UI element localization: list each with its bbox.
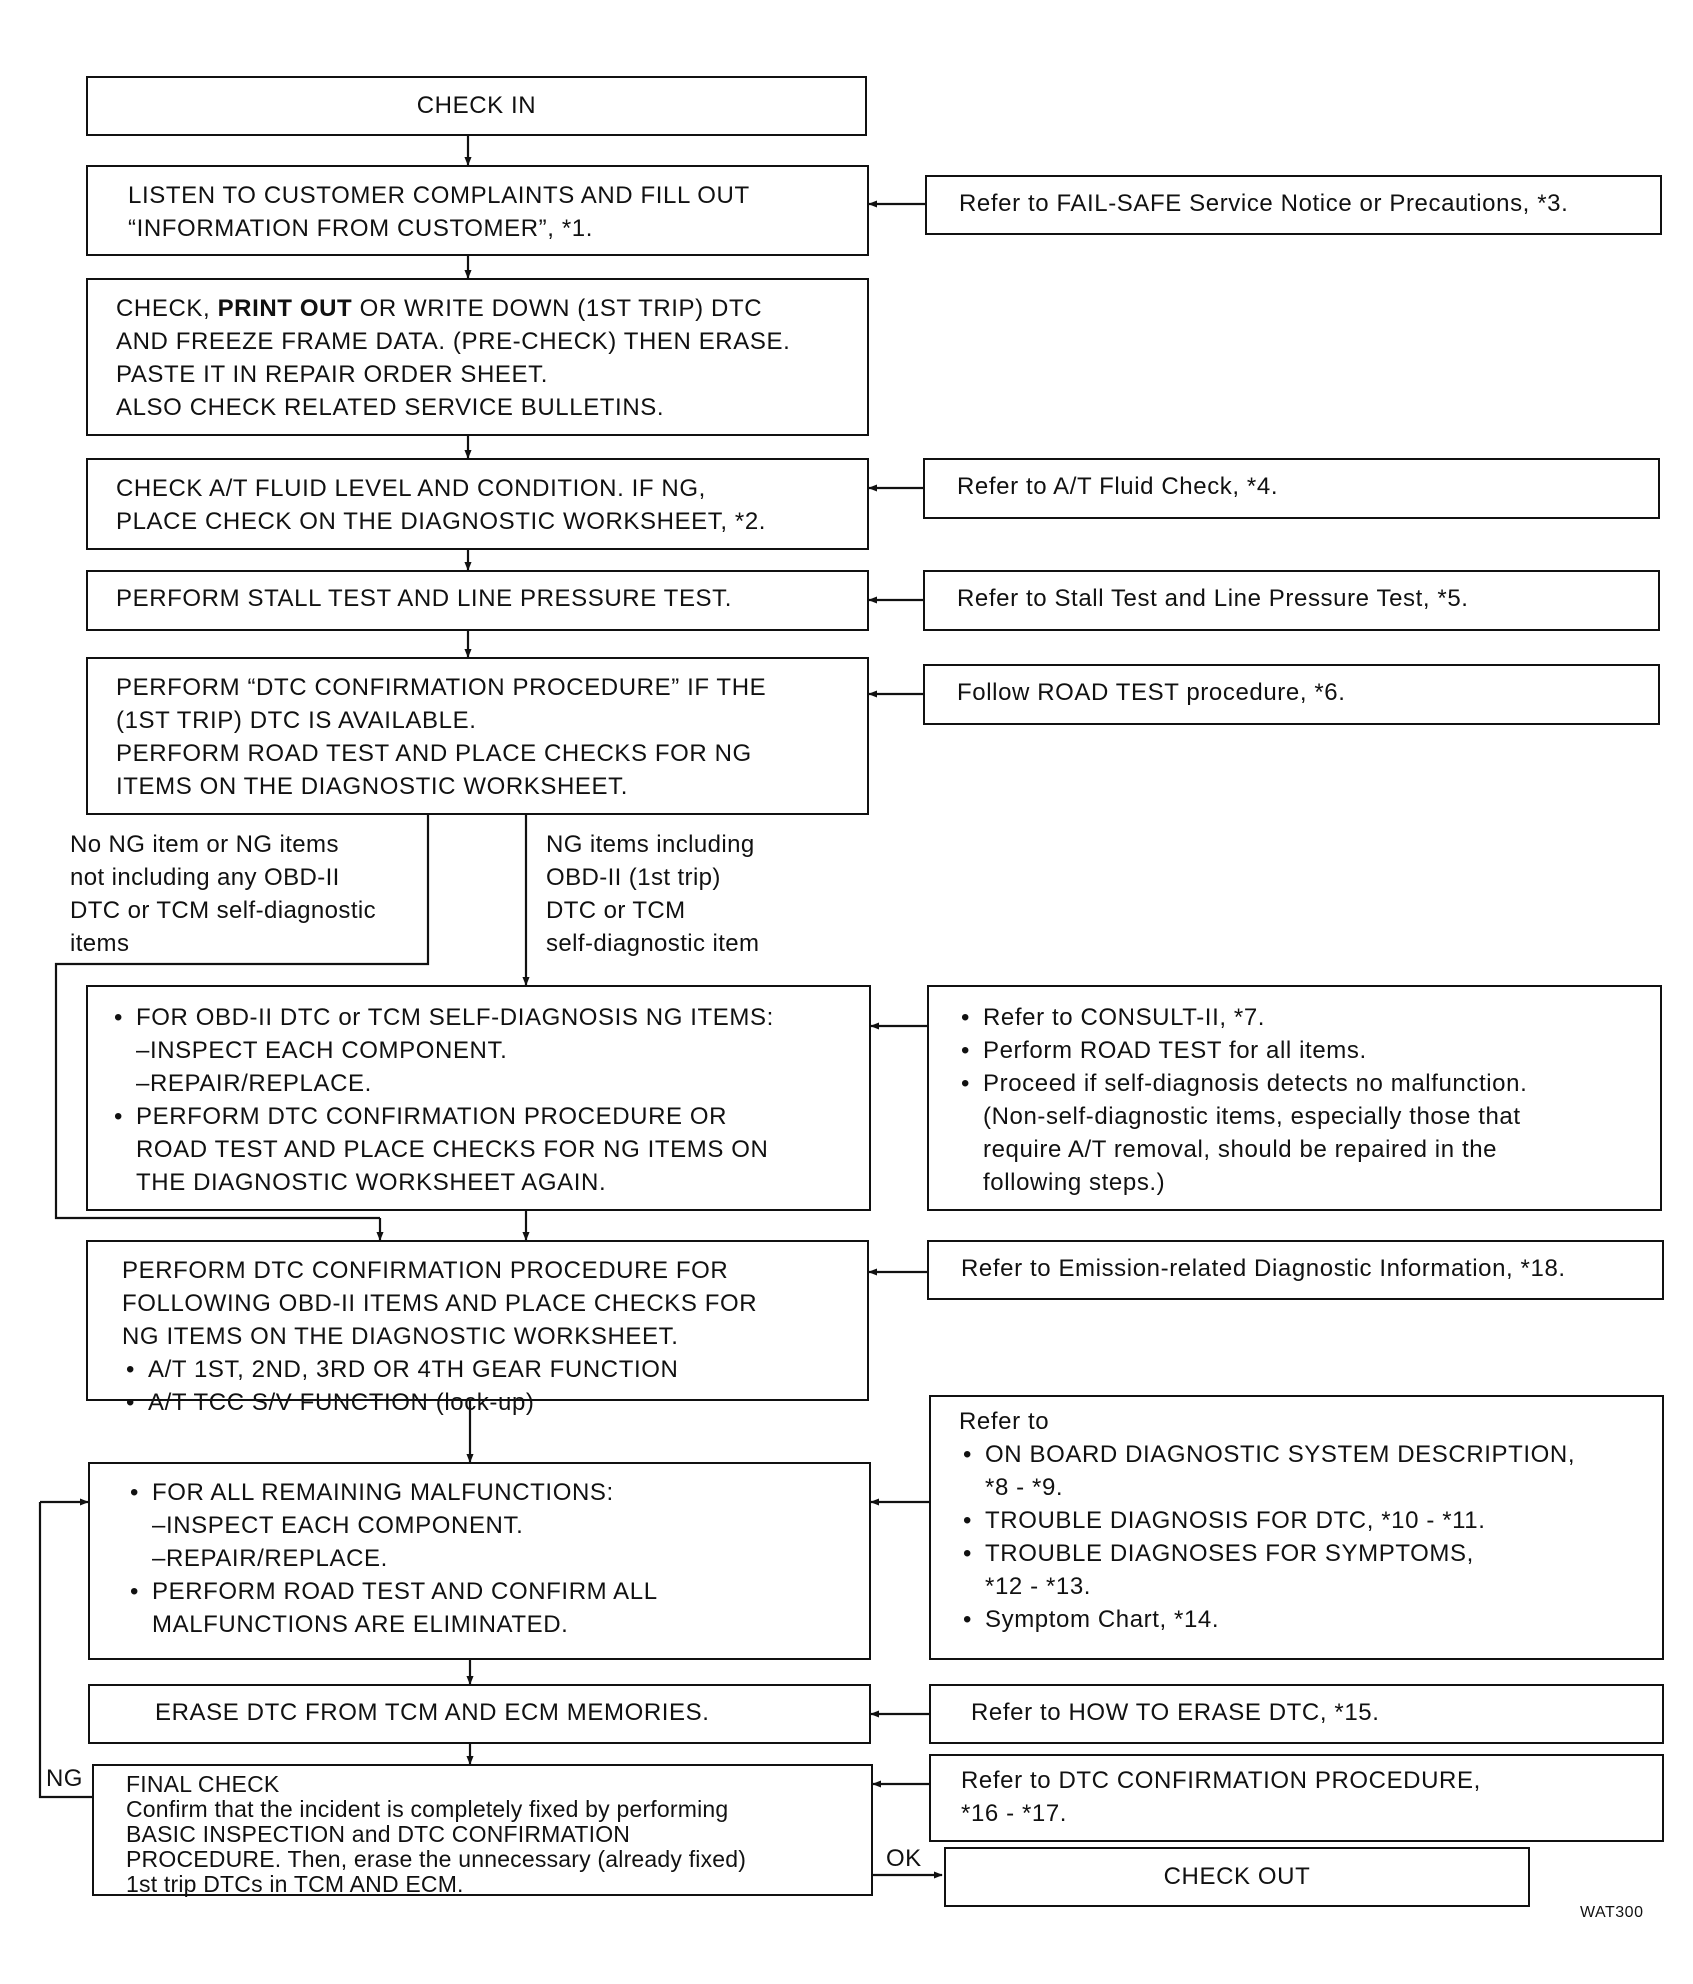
listen-line-2: “INFORMATION FROM CUSTOMER”, *1. [128, 215, 593, 242]
ref-dtc-procedure-box [929, 1754, 1664, 1842]
obd-items-line-2: FOLLOWING OBD-II ITEMS AND PLACE CHECKS FOR [122, 1290, 758, 1317]
check-out-label: CHECK OUT [1163, 1863, 1311, 1890]
remaining-sub-2: –REPAIR/REPLACE. [152, 1545, 388, 1572]
ref-dtc-procedure-line-2: *16 - *17. [961, 1800, 1068, 1827]
final-line-3: BASIC INSPECTION and DTC CONFIRMATION [126, 1821, 631, 1847]
ref-onboard-bullet-2: • TROUBLE DIAGNOSIS FOR DTC, *10 - *11. [959, 1504, 1662, 1537]
ref-road-test-text: Follow ROAD TEST procedure, *6. [957, 679, 1346, 706]
fluid-line-1: CHECK A/T FLUID LEVEL AND CONDITION. IF NG, [116, 475, 706, 502]
dtc-confirm-line-4: ITEMS ON THE DIAGNOSTIC WORKSHEET. [116, 773, 629, 800]
ref-fluid-check-text: Refer to A/T Fluid Check, *4. [957, 473, 1279, 500]
ref-consult-cont-3: following steps.) [983, 1169, 1166, 1196]
ref-onboard-cont-3: *12 - *13. [985, 1573, 1092, 1600]
ng-loop-label: NG [46, 1765, 83, 1792]
branch-ng-label [546, 828, 759, 960]
ref-onboard-bullet-4: • Symptom Chart, *14. [959, 1603, 1662, 1636]
no-ng-line-4: items [70, 930, 130, 957]
no-ng-line-3: DTC or TCM self-diagnostic [70, 897, 377, 924]
print-dtc-line-1a: CHECK, [116, 295, 218, 322]
listen-line-1: LISTEN TO CUSTOMER COMPLAINTS AND FILL OUT [128, 182, 750, 209]
ref-onboard-cont-1: *8 - *9. [985, 1474, 1064, 1501]
dtc-confirm-line-1: PERFORM “DTC CONFIRMATION PROCEDURE” IF THE [116, 674, 767, 701]
check-in-label: CHECK IN [416, 92, 537, 119]
ref-fail-safe-box [925, 175, 1662, 235]
erase-dtc-label: ERASE DTC FROM TCM AND ECM MEMORIES. [155, 1699, 710, 1726]
remaining-bullet-2: • PERFORM ROAD TEST AND CONFIRM ALL [126, 1575, 869, 1608]
ref-erase-dtc-text: Refer to HOW TO ERASE DTC, *15. [971, 1699, 1380, 1726]
ref-emission-text: Refer to Emission-related Diagnostic Information, *18. [961, 1255, 1566, 1282]
dtc-confirm-line-3: PERFORM ROAD TEST AND PLACE CHECKS FOR NG [116, 740, 752, 767]
final-line-2: Confirm that the incident is completely fixed by performing [126, 1796, 729, 1822]
erase-dtc-box [88, 1684, 871, 1744]
print-dtc-box [86, 278, 869, 436]
final-line-5: 1st trip DTCs in TCM AND ECM. [126, 1871, 464, 1897]
obd-items-bullet-1: • A/T 1ST, 2ND, 3RD OR 4TH GEAR FUNCTION [122, 1353, 867, 1386]
fluid-check-box [86, 458, 869, 550]
dtc-confirmation-box [86, 657, 869, 815]
ng-line-1: NG items including [546, 831, 755, 858]
remaining-malfunctions-box [88, 1462, 871, 1660]
obd-items-line-1: PERFORM DTC CONFIRMATION PROCEDURE FOR [122, 1257, 729, 1284]
ref-consult-cont-1: (Non-self-diagnostic items, especially those that [983, 1103, 1521, 1130]
obd-fix-cont-2: THE DIAGNOSTIC WORKSHEET AGAIN. [136, 1169, 607, 1196]
obd-items-line-3: NG ITEMS ON THE DIAGNOSTIC WORKSHEET. [122, 1323, 679, 1350]
remaining-bullet-1: • FOR ALL REMAINING MALFUNCTIONS: [126, 1476, 869, 1509]
ng-line-4: self-diagnostic item [546, 930, 760, 957]
ng-line-2: OBD-II (1st trip) [546, 864, 721, 891]
obd-items-box [86, 1240, 869, 1416]
obd-fix-cont-1: ROAD TEST AND PLACE CHECKS FOR NG ITEMS ON [136, 1136, 769, 1163]
obd-fix-sub-1: –INSPECT EACH COMPONENT. [136, 1037, 508, 1064]
obd-fix-bullet-2: • PERFORM DTC CONFIRMATION PROCEDURE OR [110, 1100, 869, 1133]
ref-stall-test-text: Refer to Stall Test and Line Pressure Test, *5. [957, 585, 1469, 612]
fluid-line-2: PLACE CHECK ON THE DIAGNOSTIC WORKSHEET, *2. [116, 508, 767, 535]
remaining-cont-1: MALFUNCTIONS ARE ELIMINATED. [152, 1611, 569, 1638]
check-in-box [86, 76, 867, 136]
ref-onboard-bullet-3: • TROUBLE DIAGNOSES FOR SYMPTOMS, [959, 1537, 1662, 1570]
stall-test-label: PERFORM STALL TEST AND LINE PRESSURE TEST. [116, 585, 733, 612]
ref-onboard-box [929, 1395, 1664, 1660]
obd-items-bullet-2: • A/T TCC S/V FUNCTION (lock-up) [122, 1386, 867, 1419]
branch-no-ng-label [70, 828, 376, 960]
ref-road-test-box [923, 664, 1660, 725]
figure-code: WAT300 [1580, 1904, 1644, 1921]
print-out-emphasis: PRINT OUT [217, 295, 353, 322]
ng-line-3: DTC or TCM [546, 897, 686, 924]
no-ng-line-1: No NG item or NG items [70, 831, 339, 858]
print-dtc-line-2: AND FREEZE FRAME DATA. (PRE-CHECK) THEN ERASE. [116, 328, 791, 355]
obd-fix-sub-2: –REPAIR/REPLACE. [136, 1070, 372, 1097]
ref-consult-bullet-2: • Perform ROAD TEST for all items. [957, 1034, 1660, 1067]
ref-dtc-procedure-line-1: Refer to DTC CONFIRMATION PROCEDURE, [961, 1767, 1481, 1794]
final-line-1: FINAL CHECK [126, 1771, 280, 1797]
dtc-confirm-line-2: (1ST TRIP) DTC IS AVAILABLE. [116, 707, 477, 734]
ref-fluid-check-box [923, 458, 1660, 519]
check-out-box [944, 1847, 1530, 1907]
ref-consult-bullet-1: • Refer to CONSULT-II, *7. [957, 1001, 1660, 1034]
print-dtc-line-1 [116, 292, 867, 325]
no-ng-line-2: not including any OBD-II [70, 864, 340, 891]
print-dtc-line-4: ALSO CHECK RELATED SERVICE BULLETINS. [116, 394, 665, 421]
obd-fix-bullet-1: • FOR OBD-II DTC or TCM SELF-DIAGNOSIS NG ITEMS: [110, 1001, 869, 1034]
ref-onboard-head: Refer to [959, 1408, 1050, 1435]
ref-consult-cont-2: require A/T removal, should be repaired in the [983, 1136, 1498, 1163]
final-check-box [92, 1764, 873, 1896]
obd-fix-box [86, 985, 871, 1211]
ref-onboard-bullet-1: • ON BOARD DIAGNOSTIC SYSTEM DESCRIPTION, [959, 1438, 1662, 1471]
ref-erase-dtc-box [929, 1684, 1664, 1744]
ref-fail-safe-text: Refer to FAIL-SAFE Service Notice or Precautions, *3. [959, 190, 1569, 217]
remaining-sub-1: –INSPECT EACH COMPONENT. [152, 1512, 524, 1539]
print-dtc-line-3: PASTE IT IN REPAIR ORDER SHEET. [116, 361, 549, 388]
ref-stall-test-box [923, 570, 1660, 631]
ref-consult-bullet-3: • Proceed if self-diagnosis detects no malfunction. [957, 1067, 1660, 1100]
ref-consult-box [927, 985, 1662, 1211]
listen-box [86, 165, 869, 256]
print-dtc-line-1c: OR WRITE DOWN (1ST TRIP) DTC [352, 295, 763, 322]
final-line-4: PROCEDURE. Then, erase the unnecessary (already fixed) [126, 1846, 747, 1872]
ref-emission-box [927, 1240, 1664, 1300]
ok-label: OK [886, 1845, 922, 1872]
stall-test-box [86, 570, 869, 631]
